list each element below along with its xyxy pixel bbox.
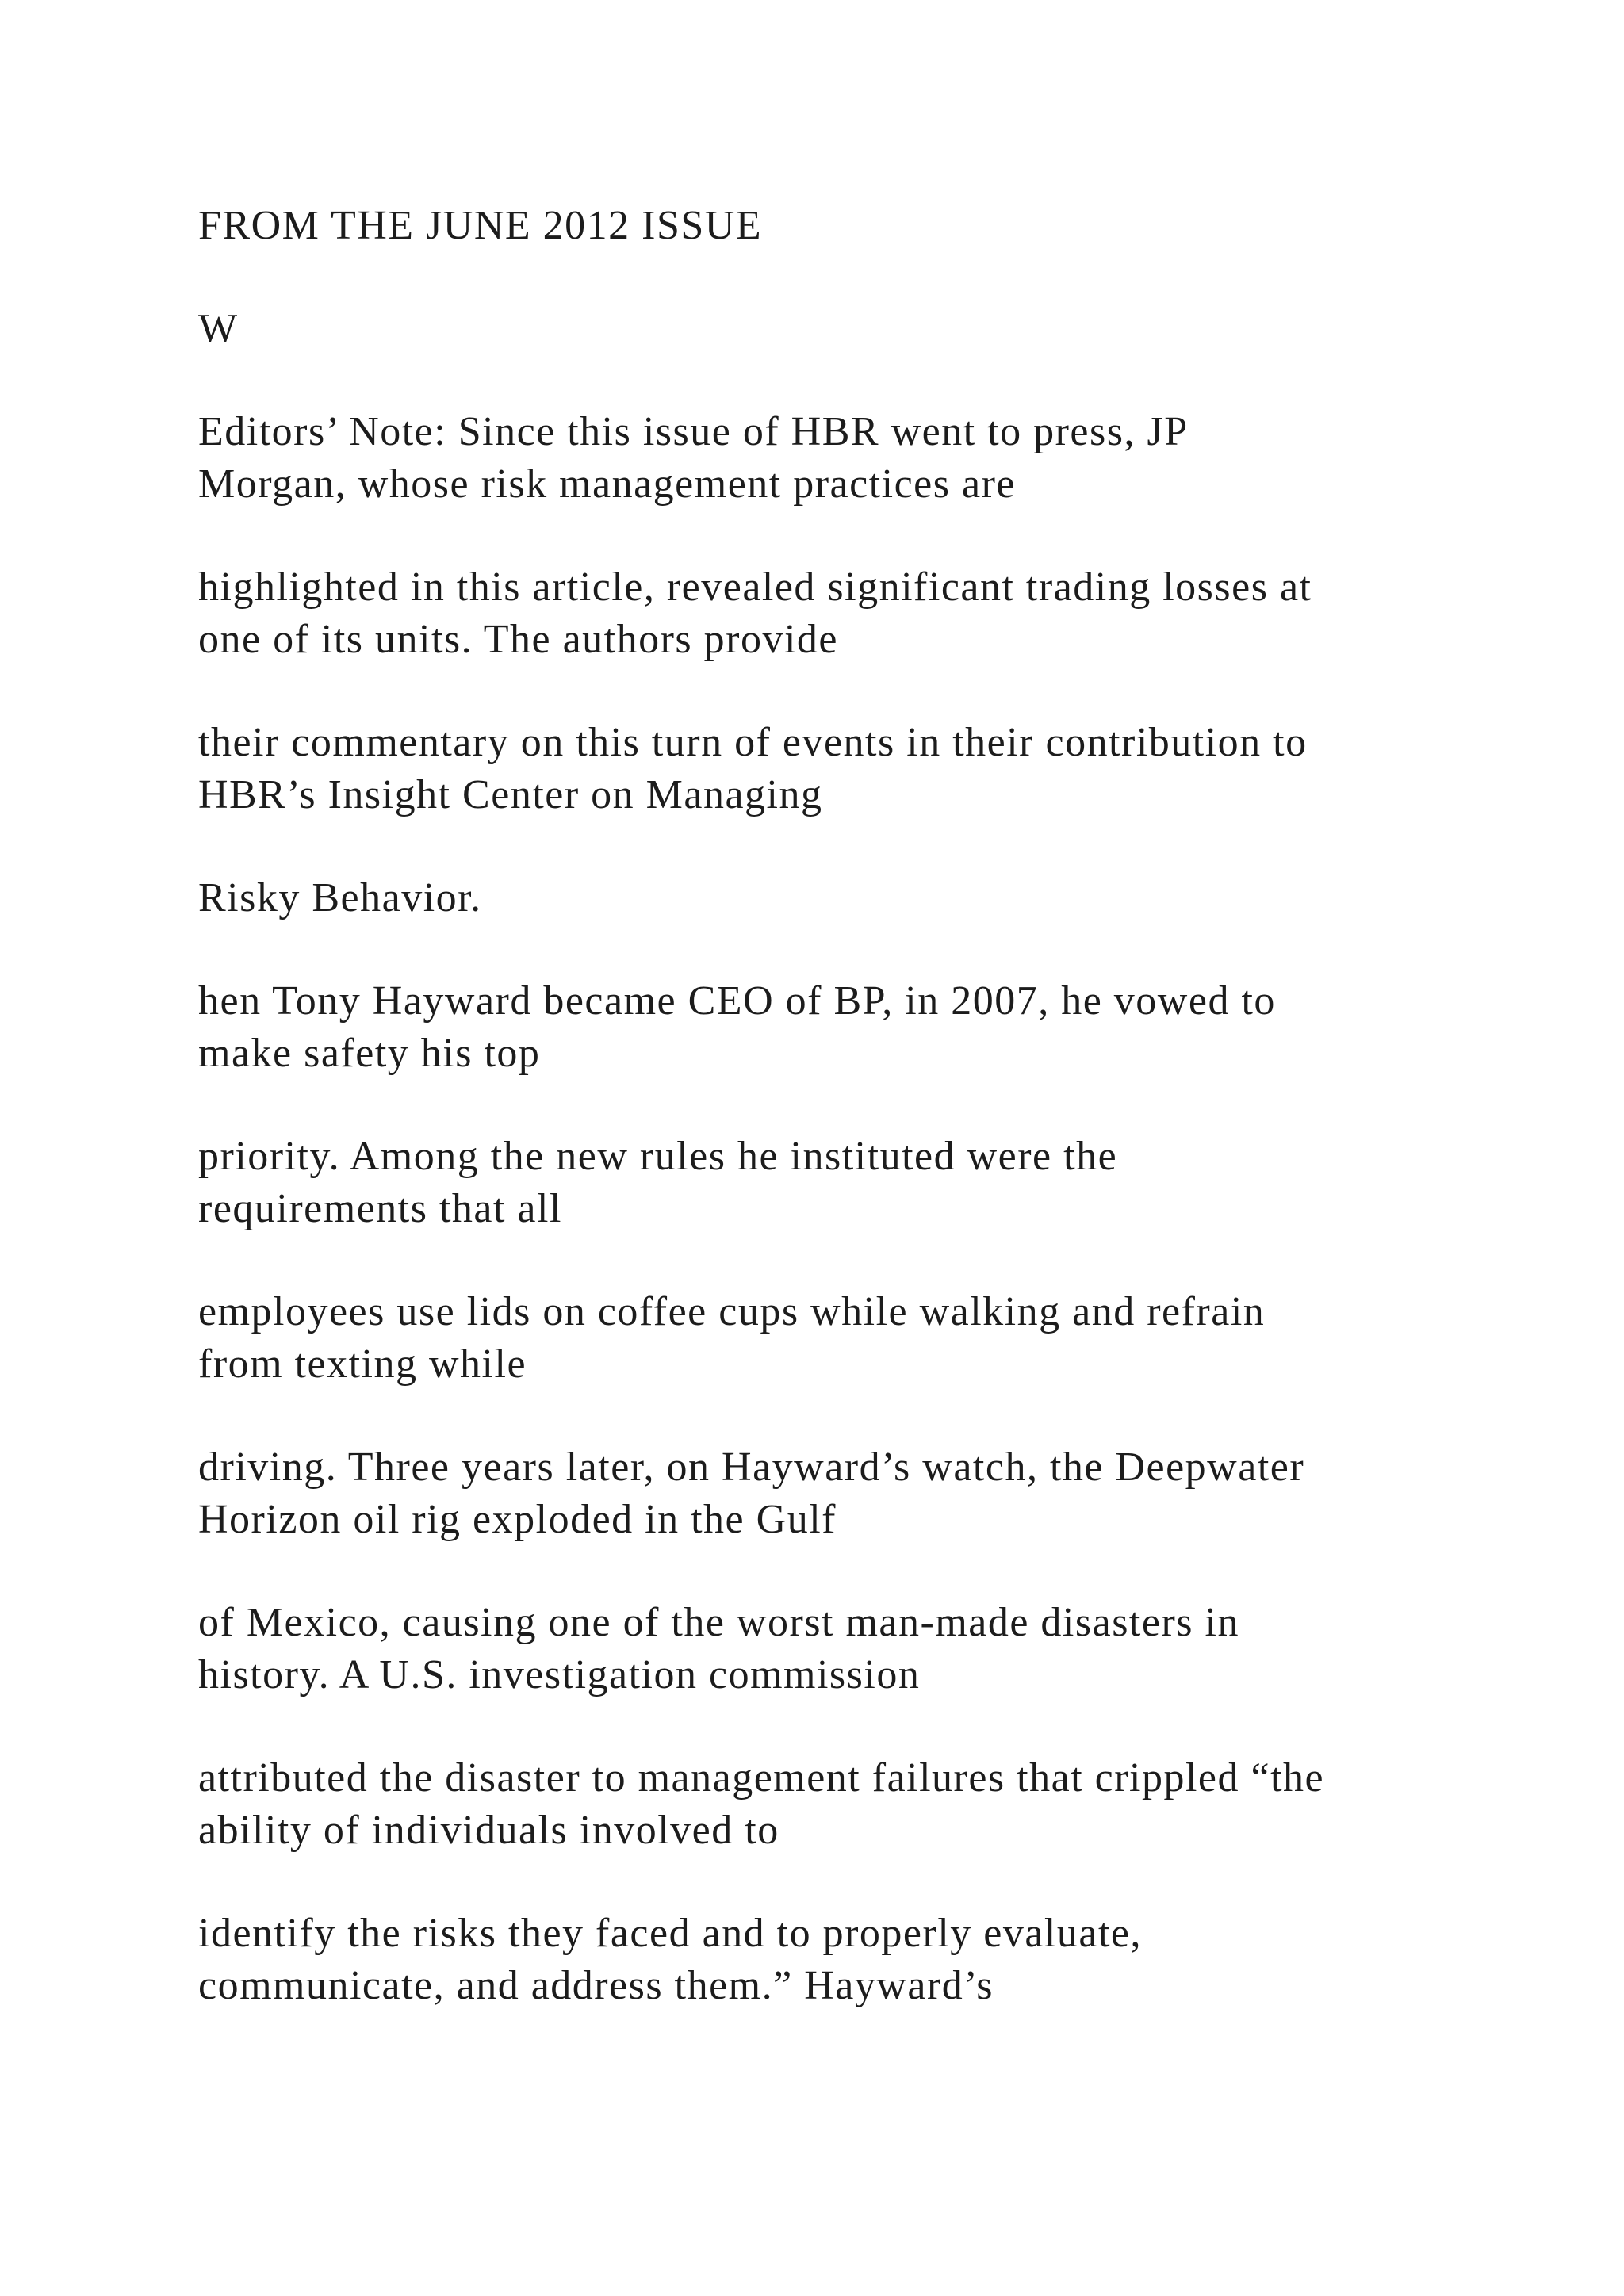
text-line: their commentary on this turn of events in their contribution to bbox=[198, 720, 1308, 765]
paragraph-editors-note-2 bbox=[198, 561, 1451, 666]
paragraph-body-6 bbox=[198, 1752, 1451, 1857]
text-line: from texting while bbox=[198, 1341, 527, 1387]
text-line: make safety his top bbox=[198, 1031, 541, 1076]
text-line: employees use lids on coffee cups while walking and refrain bbox=[198, 1289, 1266, 1334]
paragraph-editors-note-4 bbox=[198, 872, 1451, 924]
paragraph-body-7 bbox=[198, 1908, 1451, 2012]
text-line: Horizon oil rig exploded in the Gulf bbox=[198, 1497, 837, 1542]
text-line: communicate, and address them.” Hayward’s bbox=[198, 1963, 994, 2008]
text-line: one of its units. The authors provide bbox=[198, 617, 838, 662]
paragraph-editors-note-1 bbox=[198, 406, 1451, 511]
issue-line-text: FROM THE JUNE 2012 ISSUE bbox=[198, 203, 763, 248]
text-line: driving. Three years later, on Hayward’s watch, the Deepwater bbox=[198, 1445, 1305, 1490]
text-line: Morgan, whose risk management practices are bbox=[198, 461, 1016, 507]
paragraph-body-2 bbox=[198, 1131, 1451, 1235]
paragraph-editors-note-3 bbox=[198, 717, 1451, 821]
text-line: priority. Among the new rules he instituted were the bbox=[198, 1134, 1118, 1179]
drop-letter bbox=[198, 303, 1451, 355]
document-body bbox=[198, 200, 1451, 2063]
text-line: of Mexico, causing one of the worst man-made disasters in bbox=[198, 1600, 1239, 1645]
issue-line bbox=[198, 200, 1451, 252]
text-line: Editors’ Note: Since this issue of HBR went to press, JP bbox=[198, 409, 1189, 454]
text-line: ability of individuals involved to bbox=[198, 1808, 779, 1853]
paragraph-body-1 bbox=[198, 975, 1451, 1080]
text-line: requirements that all bbox=[198, 1186, 562, 1231]
drop-letter-text: W bbox=[198, 306, 239, 351]
text-line: history. A U.S. investigation commission bbox=[198, 1652, 921, 1697]
text-line: hen Tony Hayward became CEO of BP, in 2007, he vowed to bbox=[198, 978, 1276, 1024]
text-line: attributed the disaster to management failures that crippled “the bbox=[198, 1755, 1325, 1800]
text-line: identify the risks they faced and to properly evaluate, bbox=[198, 1911, 1142, 1956]
text-line: highlighted in this article, revealed significant trading losses at bbox=[198, 564, 1312, 610]
text-line: HBR’s Insight Center on Managing bbox=[198, 772, 823, 817]
paragraph-body-4 bbox=[198, 1441, 1451, 1546]
paragraph-body-5 bbox=[198, 1597, 1451, 1701]
text-line: Risky Behavior. bbox=[198, 875, 482, 920]
paragraph-body-3 bbox=[198, 1286, 1451, 1391]
